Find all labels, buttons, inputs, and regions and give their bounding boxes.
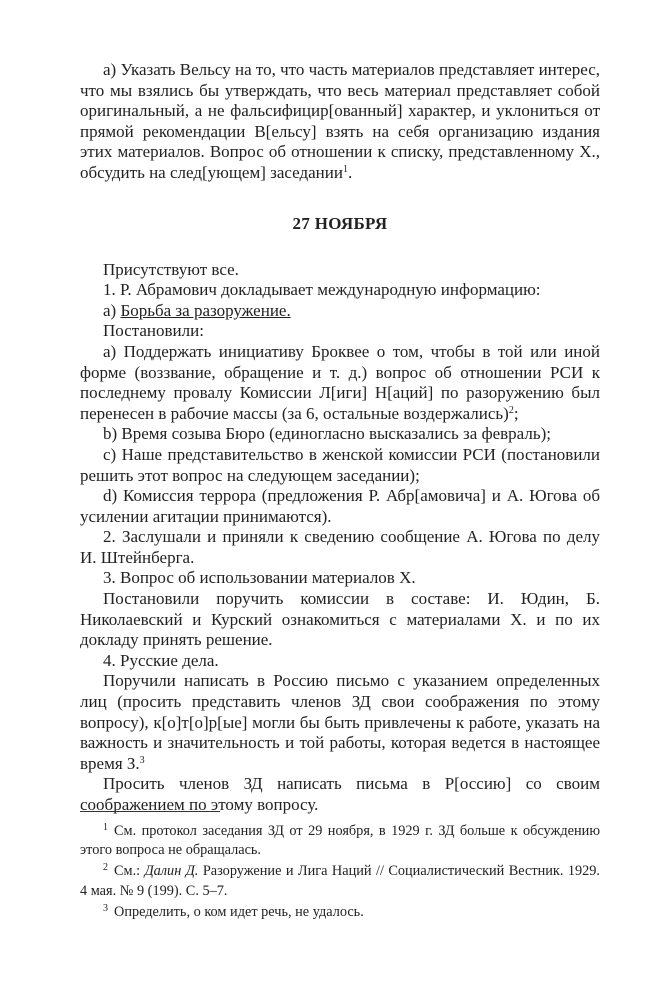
- resolution-a-end: ;: [513, 403, 519, 423]
- item-4-text-body: Поручили написать в Россию письмо с указанием определенных лиц (просить представить членов ЗД свои соображения по этому вопросу), к[о]т[о]р[ые] могли бы быть привлечены к работе, указать на важность и значительность и той работы, которая ведется в настоящее время З.: [80, 671, 600, 773]
- footnote-3: [80, 903, 600, 922]
- resolution-d: d) Комиссия террора (предложения Р. Абр[амовича] и А. Югова об усилении агитации принимаются).: [80, 486, 600, 526]
- paragraph-text: а) Указать Вельсу на то, что часть материалов представляет интерес, что мы взялись бы утверждать, что весь материал представляет собой оригинальный, а не фальсифицир[ованный] характер, и уклониться от прямой рекомендации В[ельсу] взять на себя организацию издания этих материалов. Вопрос об отношении к списку, представленному Х., обсудить на след[ующем] заседании: [80, 60, 601, 182]
- paragraph-instruction-a: а) Указать Вельсу на то, что часть материалов представляет интерес, что мы взялись бы утверждать, что весь материал представляет собой оригинальный, а не фальсифицир[ованный] характер, и уклониться от прямой рекомендации В[ельсу] взять на себя организацию издания этих материалов. Вопрос об отношении к списку, представленному Х., обсудить на след[ующем] заседании$^1$.: [80, 60, 601, 182]
- item-4-text: [80, 671, 600, 774]
- footnote-ref-2[interactable]: 2: [508, 404, 514, 416]
- footnote-1: [80, 822, 600, 860]
- item-4: 4. Русские дела.: [103, 650, 219, 670]
- section-heading: 27 НОЯБРЯ: [292, 213, 388, 233]
- footnote-text: См. протокол заседания ЗД от 29 ноября, в 1929 г. ЗД больше к обсуждению этого вопроса не обращалась.: [80, 823, 600, 859]
- resolution-a-text: а) Поддержать инициативу Броквее о том, чтобы в той или иной форме (воззвание, обращение и т. д.) вопрос об отношении РСИ к последнему провалу Комиссии Л[иги] Н[аций] по разоружению был перенесен в рабочие массы (за 6, остальные воздержались): [80, 341, 600, 423]
- footnotes: [80, 822, 600, 924]
- footnote-ref-3[interactable]: 3: [139, 754, 145, 766]
- item-1: 1. Р. Абрамович докладывает международную информацию:: [103, 280, 541, 300]
- footnote-author: Далин Д.: [144, 863, 199, 880]
- present-line: Присутствуют все.: [103, 259, 239, 279]
- footnote-divider: [80, 811, 220, 812]
- footnote-prefix: См.:: [114, 863, 145, 880]
- footnote-number: 3: [103, 902, 108, 914]
- resolution-a: [80, 342, 600, 424]
- footnote-text: Определить, о ком идет речь, не удалось.: [114, 903, 364, 920]
- footnote-number: 1: [103, 822, 108, 833]
- page-body: [80, 60, 600, 816]
- item-4-last: Просить членов ЗД написать письма в Р[оссию] со своим соображением по этому вопросу.: [80, 774, 600, 814]
- resolved-label: Постановили:: [103, 321, 204, 341]
- item-3: 3. Вопрос об использовании материалов Х.: [103, 568, 416, 588]
- resolution-b: b) Время созыва Бюро (единогласно высказались за февраль);: [103, 424, 551, 444]
- item-3-resolution: Постановили поручить комиссии в составе: И. Юдин, Б. Николаевский и Курский ознакомиться с материалами Х. и по их докладу принять решение.: [80, 589, 600, 650]
- footnote-2: [80, 862, 600, 900]
- footnote-text: Разоружение и Лига Наций // Социалистический Вестник. 1929. 4 мая. № 9 (199). С. 5–7.: [80, 863, 600, 899]
- footnote-ref-1[interactable]: 1: [342, 163, 348, 175]
- item-1a-prefix: а): [103, 300, 121, 320]
- item-1a: [80, 301, 600, 322]
- item-2: 2. Заслушали и приняли к сведению сообщение А. Югова по делу И. Штейнберга.: [80, 527, 600, 567]
- item-1a-underlined: Борьба за разоружение.: [120, 300, 291, 320]
- footnote-number: 2: [103, 862, 108, 874]
- resolution-c: с) Наше представительство в женской комиссии РСИ (постановили решить этот вопрос на следующем заседании);: [80, 444, 600, 485]
